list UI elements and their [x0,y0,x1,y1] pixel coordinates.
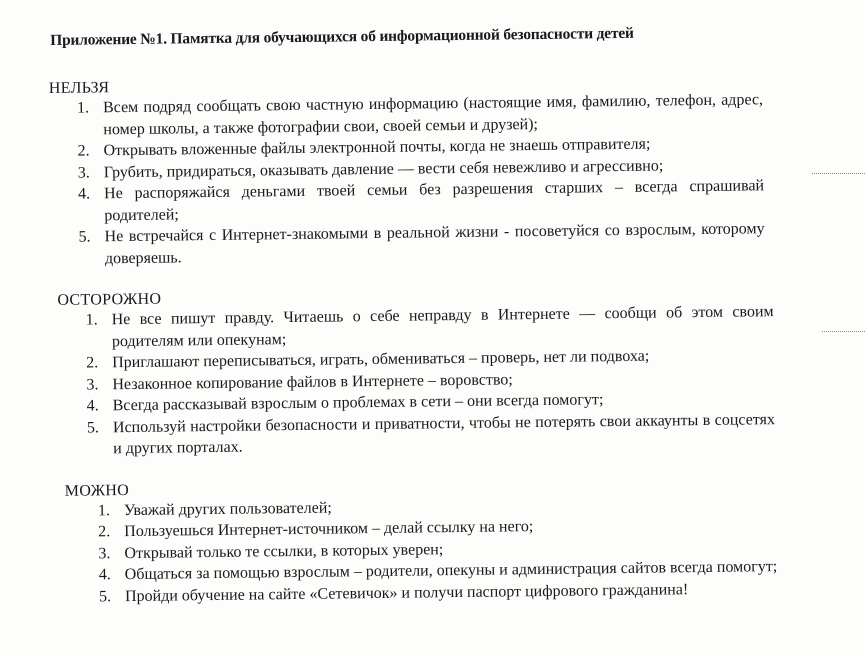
margin-dotted-rule [812,173,865,174]
list-item [86,409,776,460]
item-text: Всегда рассказывай взрослым о проблемах в сети – они всегда помогут; [112,391,604,415]
item-number: 5. [78,228,91,246]
list-nelzya [47,89,779,270]
section-heading-nelzya: НЕЛЬЗЯ [48,79,110,97]
item-number: 2. [77,142,90,160]
document-title: Приложение №1. Памятка для обучающихся об информационной безопасности детей [50,24,634,49]
item-text: Используй настройки безопасности и приватности, чтобы не потерять свои аккаунты в соцсетях и других порталах. [112,410,776,458]
section-heading-ostorozhno: ОСТОРОЖНО [57,290,162,309]
item-text: Пройди обучение на сайте «Сетевичок» и получи паспорт цифрового гражданина! [124,580,689,605]
item-text: Открывать вложенные файлы электронной почты, когда не знаешь отправителя; [103,135,651,160]
item-number: 1. [97,501,111,519]
item-text: Не встречайся с Интернет-знакомыми в реальной жизни - посоветуйся со взрослым, которому доверяешь. [104,220,765,267]
item-number: 5. [86,418,100,437]
item-number: 3. [86,375,99,394]
item-text: Всем подряд сообщать свою частную информацию (настоящие имя, фамилию, телефон, адрес, номер школы, а также фотографии свои, своей семьи и друзей); [102,91,764,138]
item-number: 2. [86,354,99,372]
list-mozhno [52,492,783,608]
item-number: 4. [78,185,91,203]
list-ostorozhno [50,301,782,460]
item-text: Не все пишут правду. Читаешь о себе неправду в Интернете — сообщи об этом своим родителям или опекунам; [111,303,774,350]
document-body [46,13,783,608]
item-text: Не распоряжайся деньгами твоей семьи без разрешения старших – всегда спрашивай родителей; [103,177,765,224]
item-number: 4. [98,566,111,584]
item-number: 4. [86,397,99,415]
section-heading-mozhno: МОЖНО [64,481,130,500]
margin-dotted-rule [822,331,865,332]
item-text: Пользуешься Интернет-источником – делай ссылку на него; [124,518,534,541]
item-text: Общаться за помощью взрослым – родители, опекуны и администрация сайтов всегда помогут; [124,558,778,584]
item-number: 1. [85,311,98,329]
list-item [78,218,765,269]
item-number: 5. [98,587,112,605]
item-text: Незаконное копирование файлов в Интернете – воровство; [112,370,513,393]
item-text: Приглашают переписываться, играть, обмениваться – проверь, нет ли подвоха; [112,347,650,372]
item-number: 1. [76,99,90,117]
item-text: Грубить, придираться, оказывать давление — вести себя невежливо и агрессивно; [103,156,664,181]
item-number: 2. [98,523,111,541]
item-text: Уважай других пользователей; [123,499,332,519]
item-text: Открывай только те ссылки, в которых уверен; [124,540,444,562]
item-number: 3. [77,163,90,182]
item-number: 3. [98,544,111,562]
